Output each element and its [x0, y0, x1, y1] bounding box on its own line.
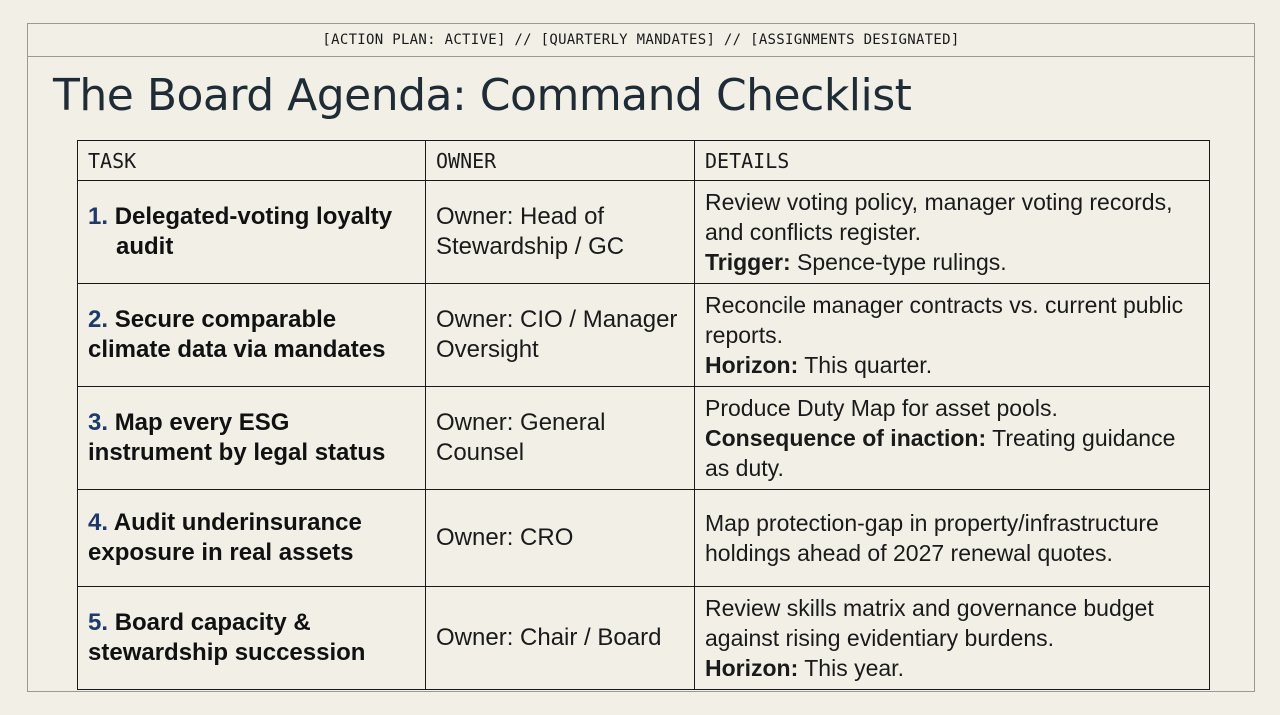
- task-title: Map every ESG instrument by legal status: [88, 409, 386, 466]
- details-cell: [695, 181, 1210, 284]
- details-label: Horizon:: [705, 352, 799, 378]
- status-banner: [ACTION PLAN: ACTIVE] // [QUARTERLY MANDATES] // [ASSIGNMENTS DESIGNATED]: [28, 24, 1254, 57]
- details-label-text: This quarter.: [804, 352, 933, 378]
- task-cell: [78, 284, 426, 387]
- task-title: Secure comparable climate data via mandates: [88, 306, 386, 363]
- task-cell: [78, 587, 426, 690]
- task-cell: [78, 181, 426, 284]
- details-label: Trigger:: [705, 249, 791, 275]
- task-number: 2.: [88, 306, 109, 333]
- task-number: 5.: [88, 609, 109, 636]
- task-number: 3.: [88, 409, 109, 436]
- details-cell: [695, 387, 1210, 490]
- details-label-text: Spence-type rulings.: [797, 249, 1007, 275]
- owner-cell: Owner: CIO / Manager Oversight: [426, 284, 695, 387]
- details-text: Map protection-gap in property/infrastructure holdings ahead of 2027 renewal quotes.: [705, 510, 1159, 566]
- header-details: DETAILS: [695, 141, 1210, 181]
- header-task: TASK: [78, 141, 426, 181]
- details-text: Reconcile manager contracts vs. current public reports.: [705, 292, 1184, 348]
- details-label: Horizon:: [705, 655, 799, 681]
- details-label-text: This year.: [804, 655, 904, 681]
- task-number: 4.: [88, 509, 109, 536]
- details-cell: [695, 490, 1210, 587]
- table-row: [78, 181, 1210, 284]
- details-text: Review skills matrix and governance budget against rising evidentiary burdens.: [705, 595, 1154, 651]
- details-text: Produce Duty Map for asset pools.: [705, 395, 1058, 421]
- owner-cell: Owner: Head of Stewardship / GC: [426, 181, 695, 284]
- page-title: The Board Agenda: Command Checklist: [53, 70, 912, 121]
- table-row: [78, 387, 1210, 490]
- task-title: Board capacity & stewardship succession: [88, 609, 366, 666]
- table-row: [78, 490, 1210, 587]
- checklist-table: [77, 140, 1210, 690]
- owner-cell: Owner: Chair / Board: [426, 587, 695, 690]
- task-title: Delegated-voting loyalty audit: [114, 203, 393, 260]
- task-text-wrap: [88, 202, 415, 262]
- task-number: 1.: [88, 203, 109, 230]
- details-cell: [695, 587, 1210, 690]
- owner-cell: Owner: CRO: [426, 490, 695, 587]
- task-cell: [78, 490, 426, 587]
- owner-cell: Owner: General Counsel: [426, 387, 695, 490]
- task-cell: [78, 387, 426, 490]
- details-label-text: Treating guidance as duty.: [705, 425, 1176, 481]
- header-owner: OWNER: [426, 141, 695, 181]
- table-header-row: [78, 141, 1210, 181]
- details-label: Consequence of inaction:: [705, 425, 987, 451]
- details-text: Review voting policy, manager voting records, and conflicts register.: [705, 189, 1173, 245]
- table-row: [78, 284, 1210, 387]
- table-row: [78, 587, 1210, 690]
- details-cell: [695, 284, 1210, 387]
- task-title: Audit underinsurance exposure in real assets: [88, 509, 362, 566]
